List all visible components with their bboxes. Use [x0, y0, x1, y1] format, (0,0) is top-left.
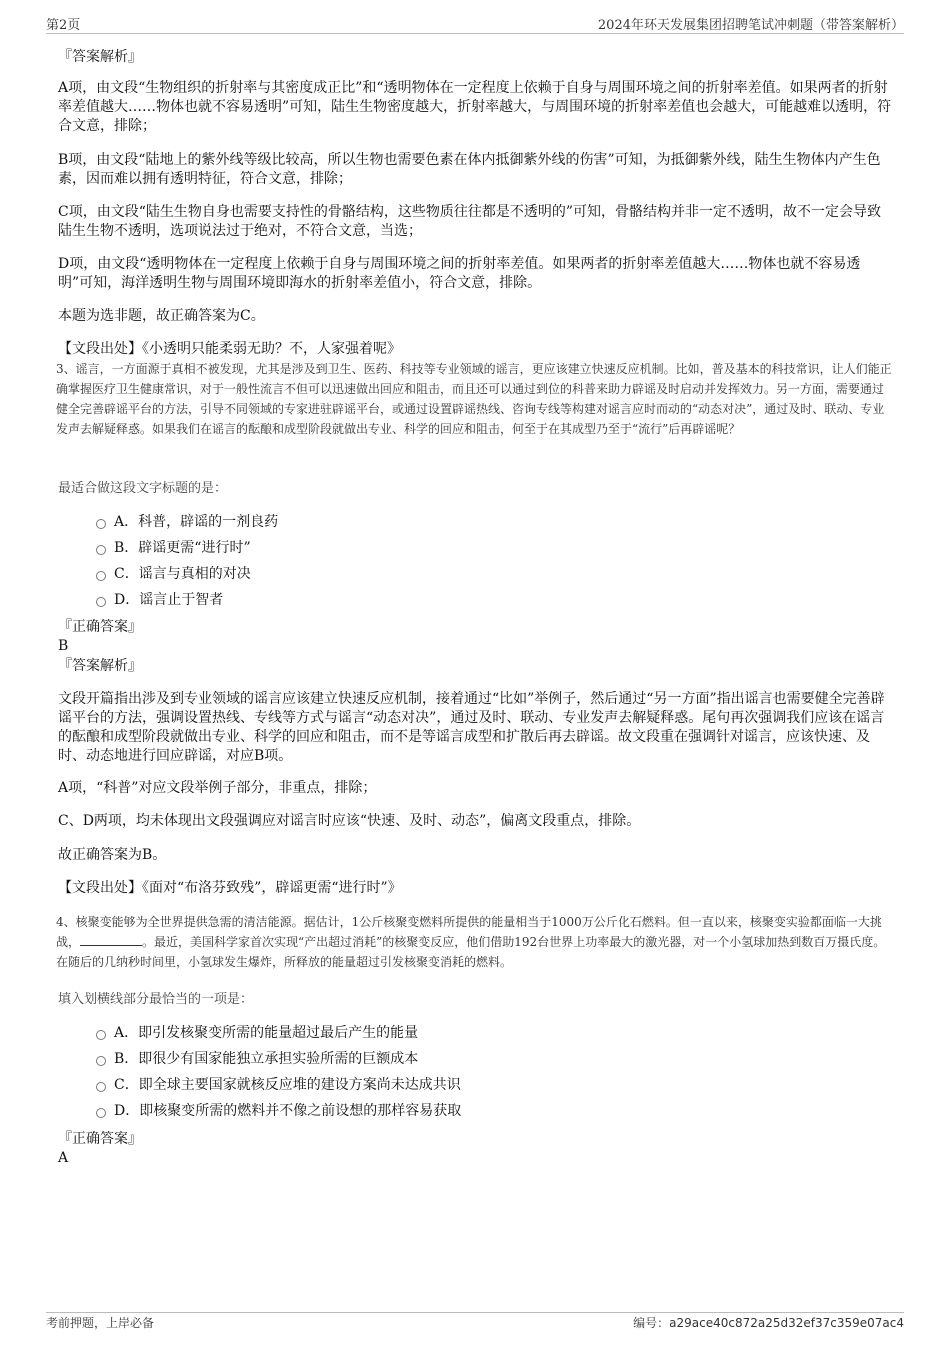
question-3-analysis-a: A项，“科普”对应文段举例子部分，非重点，排除； [58, 780, 377, 796]
footer-slogan: 考前押题，上岸必备 [46, 1316, 155, 1330]
option-label: A．科普，辟谣的一剂良药 [114, 514, 279, 530]
question-4-option-c[interactable] [96, 1076, 461, 1094]
radio-icon[interactable] [96, 597, 106, 607]
answer-conclusion: 本题为选非题，故正确答案为C。 [58, 308, 265, 324]
document-title: 2024年环天发展集团招聘笔试冲刺题（带答案解析） [597, 18, 904, 33]
header-divider [46, 33, 904, 34]
question-4-text-start: 4、核聚变能够为全世界提供急需的清洁能源。据估计，1公斤核聚变燃料所提供的能量相当于1000万公斤化石燃料。但一直以来，核聚变实验都面临一大挑战， [56, 915, 882, 949]
option-label: C．谣言与真相的对决 [114, 566, 251, 582]
answer-conclusion: 故正确答案为B。 [58, 847, 167, 863]
option-label: D．即核聚变所需的燃料并不像之前设想的那样容易获取 [114, 1103, 462, 1119]
option-label: B．辟谣更需“进行时” [114, 540, 251, 556]
question-4-option-d[interactable] [96, 1102, 461, 1120]
analysis-paragraph-a: A项，由文段“生物组织的折射率与其密度成正比”和“透明物体在一定程度上依赖于自身与周围环境之间的折射率差值。如果两者的折射率差值越大……物体也就不容易透明”可知，陆生生物密度越大，折射率越大，与周围环境的折射率差值也会越大，可能越难以透明，符合文意，排除； [58, 80, 892, 134]
radio-icon[interactable] [96, 519, 106, 529]
footer-divider [46, 1312, 904, 1313]
question-4-text-end: 。最近，美国科学家首次实现“产出超过消耗”的核聚变反应，他们借助192台世界上功率最大的激光器，对一个小氢球加热到数百万摄氏度。在随后的几纳秒时间里，小氢球发生爆炸，所释放的能量超过引发核聚变消耗的燃料。 [56, 935, 886, 969]
analysis-label: 『答案解析』 [58, 658, 142, 674]
radio-icon[interactable] [96, 1108, 106, 1118]
option-label: B．即很少有国家能独立承担实验所需的巨额成本 [114, 1051, 419, 1067]
radio-icon[interactable] [96, 571, 106, 581]
question-3-option-d[interactable] [96, 591, 223, 609]
analysis-paragraph-b: B项，由文段“陆地上的紫外线等级比较高，所以生物也需要色素在体内抵御紫外线的伤害”可知，为抵御紫外线，陆生生物体内产生色素，因而难以拥有透明特征，符合文意，排除； [58, 152, 881, 187]
option-label: A．即引发核聚变所需的能量超过最后产生的能量 [114, 1025, 419, 1041]
analysis-paragraph-c: C项，由文段“陆生生物自身也需要支持性的骨骼结构，这些物质往往都是不透明的”可知，骨骼结构并非一定不透明，故不一定会导致陆生生物不透明，选项说法过于绝对，不符合文意，当选； [58, 204, 882, 239]
page-header [46, 14, 904, 32]
radio-icon[interactable] [96, 545, 106, 555]
question-4-text [56, 912, 894, 972]
question-3-analysis-cd: C、D两项，均未体现出文段强调应对谣言时应该“快速、及时、动态”，偏离文段重点，排除。 [58, 813, 641, 829]
document-code-value: a29ace40c872a25d32ef37c359e07ac4 [669, 1316, 904, 1330]
correct-answer-value: A [58, 1150, 69, 1166]
analysis-label: 『答案解析』 [58, 49, 142, 65]
question-3-text: 3、谣言，一方面源于真相不被发现，尤其是涉及到卫生、医药、科技等专业领域的谣言，更应该建立快速反应机制。比如，普及基本的科技常识，让人们能正确掌握医疗卫生健康常识，对于一般性流言不但可以迅速做出回应和阻击，而且还可以通过到位的科普来助力辟谣及时启动并发挥效力。另一方面，需要通过健全完善辟谣平台的方法，引导不同领域的专家进驻辟谣平台，或通过设置辟谣热线、咨询专线等构建对谣言应时而动的“动态对决”，通过及时、联动、专业发声去解疑释惑。如果我们在谣言的酝酿和成型阶段就做出专业、科学的回应和阻击，何至于在其成型乃至于“流行”后再辟谣呢？ [56, 362, 892, 436]
question-3-analysis: 文段开篇指出涉及到专业领域的谣言应该建立快速反应机制，接着通过“比如”举例子，然后通过“另一方面”指出谣言也需要健全完善辟谣平台的方法，强调设置热线、专线等方式与谣言“动态对决”，通过及时、联动、专业发声去解疑释惑。尾句再次强调我们应该在谣言的酝酿和成型阶段就做出专业、科学的回应和阻击，而不是等谣言成型和扩散后再去辟谣。故文段重在强调针对谣言，应该快速、及时、动态地进行回应辟谣，对应B项。 [58, 691, 885, 764]
correct-answer-label: 『正确答案』 [58, 619, 142, 635]
page-number: 第2页 [46, 18, 81, 33]
fill-in-blank [80, 933, 142, 946]
analysis-paragraph-d: D项，由文段“透明物体在一定程度上依赖于自身与周围环境之间的折射率差值。如果两者的折射率差值越大……物体也就不容易透明”可知，海洋透明生物与周围环境即海水的折射率差值小，符合文意，排除。 [58, 256, 861, 291]
option-label: D．谣言止于智者 [114, 592, 224, 608]
correct-answer-value: B [58, 638, 69, 654]
question-3-option-c[interactable] [96, 565, 251, 583]
question-4-prompt: 填入划横线部分最恰当的一项是： [58, 992, 254, 1007]
question-4-option-a[interactable] [96, 1024, 418, 1042]
correct-answer-label: 『正确答案』 [58, 1131, 142, 1147]
document-code [633, 1314, 904, 1331]
option-label: C．即全球主要国家就核反应堆的建设方案尚未达成共识 [114, 1077, 461, 1093]
page-footer [46, 1314, 904, 1332]
document-code-label: 编号： [633, 1316, 670, 1330]
radio-icon[interactable] [96, 1056, 106, 1066]
passage-source: 【文段出处】《小透明只能柔弱无助？不，人家强着呢》 [58, 341, 401, 357]
question-3-option-b[interactable] [96, 539, 251, 557]
question-3-prompt: 最适合做这段文字标题的是： [58, 481, 228, 496]
question-4-option-b[interactable] [96, 1050, 418, 1068]
passage-source: 【文段出处】《面对“布洛芬致残”，辟谣更需“进行时”》 [58, 880, 402, 896]
radio-icon[interactable] [96, 1030, 106, 1040]
question-3-option-a[interactable] [96, 513, 278, 531]
radio-icon[interactable] [96, 1082, 106, 1092]
